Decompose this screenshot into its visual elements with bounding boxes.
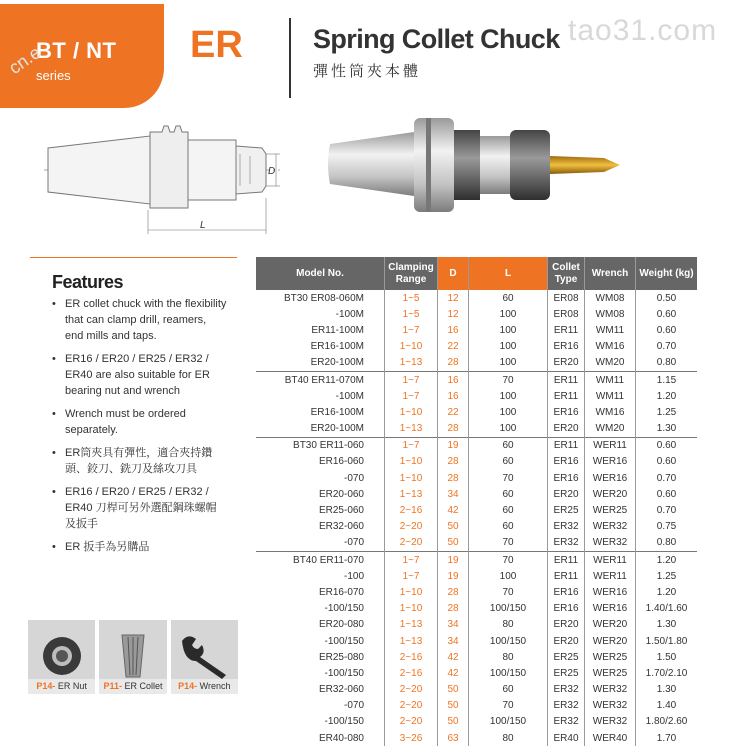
cell-wrench: WER20 [585, 633, 636, 649]
thumb-page: P14- [178, 681, 198, 691]
thumb-page: P14- [36, 681, 56, 691]
feature-item: • ER16 / ER20 / ER25 / ER32 / ER40 刀桿可另外選配鋼珠螺帽及扳手 [52, 484, 227, 532]
cell-collet: ER11 [548, 552, 585, 569]
cell-clamping: 1~7 [385, 371, 438, 388]
table-row [256, 486, 697, 502]
cell-clamping: 2~16 [385, 502, 438, 518]
cell-weight: 1.70/2.10 [645, 667, 688, 679]
cell-clamping: 2~20 [385, 714, 438, 730]
cell-weight: 1.80/2.60 [645, 716, 688, 728]
cell-collet: ER32 [548, 698, 585, 714]
cell-l: 60 [469, 454, 548, 470]
cell-model: -100M [256, 306, 385, 322]
cell-model: ER16-060 [256, 454, 385, 470]
table-row [256, 714, 697, 730]
table-row [256, 730, 697, 746]
product-code: ER [190, 24, 243, 66]
cell-collet: ER20 [548, 486, 585, 502]
cell-wrench: WM20 [585, 355, 636, 372]
features-heading: Features [52, 272, 124, 292]
feature-item: • ER筒夾具有彈性，適合夾持鑽頭、鉸刀、銑刀及絲攻刀具 [52, 445, 227, 477]
cell-wrench: WER20 [585, 617, 636, 633]
feature-item: • Wrench must be ordered separately. [52, 406, 227, 438]
cell-model: BT30 ER11-060 [256, 437, 385, 454]
thumb-label: ER Collet [124, 681, 163, 691]
cell-d: 12 [438, 306, 469, 322]
cell-wrench: WER16 [585, 454, 636, 470]
cell-wrench: WER11 [585, 437, 636, 454]
cell-collet: ER16 [548, 601, 585, 617]
cell-clamping: 1~7 [385, 552, 438, 569]
cell-collet: ER16 [548, 454, 585, 470]
cell-d: 28 [438, 454, 469, 470]
cell-model: ER25-080 [256, 649, 385, 665]
thumb-er-nut[interactable] [28, 620, 95, 694]
table-row [256, 584, 697, 600]
cell-model: BT30 ER08-060M [256, 290, 385, 306]
cell-weight: 1.15 [636, 371, 698, 388]
cell-clamping: 2~20 [385, 698, 438, 714]
cell-model: BT40 ER11-070 [256, 552, 385, 569]
cell-clamping: 1~10 [385, 404, 438, 420]
cell-clamping: 1~10 [385, 339, 438, 355]
cell-l: 60 [469, 486, 548, 502]
cell-l: 100 [469, 322, 548, 338]
cell-weight: 0.75 [656, 521, 677, 533]
cell-weight: 0.60 [636, 437, 698, 454]
cell-wrench: WM16 [585, 404, 636, 420]
feature-item: • ER16 / ER20 / ER25 / ER32 / ER40 are also suitable for ER bearing nut and wrench [52, 351, 227, 399]
cell-d: 50 [438, 714, 469, 730]
cell-collet: ER11 [548, 371, 585, 388]
header-weight: Weight (kg) [636, 257, 698, 290]
cell-l: 80 [469, 617, 548, 633]
cell-d: 42 [438, 649, 469, 665]
cell-l: 60 [469, 502, 548, 518]
cell-weight: 1.50 [656, 651, 677, 663]
cell-model: -100M [256, 388, 385, 404]
cell-l: 60 [469, 290, 548, 306]
cell-d: 34 [438, 486, 469, 502]
cell-model: ER32-060 [256, 519, 385, 535]
er-collet-icon [118, 631, 148, 681]
cell-clamping: 1~13 [385, 486, 438, 502]
cell-l: 60 [469, 519, 548, 535]
cell-model: -100/150 [256, 633, 385, 649]
cell-clamping: 1~13 [385, 421, 438, 438]
cell-d: 50 [438, 535, 469, 552]
cell-weight: 1.30 [656, 619, 677, 631]
cell-weight: 0.60 [656, 308, 677, 320]
cell-clamping: 1~13 [385, 617, 438, 633]
cell-model: ER25-060 [256, 502, 385, 518]
cell-wrench: WM20 [585, 421, 636, 438]
cell-weight: 1.20 [636, 552, 698, 569]
cell-weight: 1.30 [656, 684, 677, 696]
cell-collet: ER11 [548, 322, 585, 338]
wrench-icon [174, 631, 234, 681]
cell-collet: ER20 [548, 617, 585, 633]
features-list [52, 296, 227, 562]
cell-wrench: WM11 [585, 388, 636, 404]
header-clamping: Clamping Range [385, 257, 438, 290]
table-row [256, 649, 697, 665]
cell-wrench: WER25 [585, 502, 636, 518]
page-subtitle: 彈性筒夾本體 [313, 63, 422, 80]
cell-model: ER20-100M [256, 421, 385, 438]
cell-model: -070 [256, 698, 385, 714]
cell-d: 16 [438, 322, 469, 338]
table-row [256, 617, 697, 633]
cell-d: 22 [438, 404, 469, 420]
cell-collet: ER40 [548, 730, 585, 746]
table-row [256, 535, 697, 552]
cell-wrench: WER32 [585, 519, 636, 535]
table-header-row [256, 257, 697, 290]
cell-l: 80 [469, 649, 548, 665]
product-photo [322, 108, 632, 218]
cell-l: 80 [469, 730, 548, 746]
cell-l: 60 [469, 437, 548, 454]
cell-weight: 1.50/1.80 [645, 635, 688, 647]
cell-clamping: 2~20 [385, 535, 438, 552]
cell-weight: 1.70 [656, 732, 677, 744]
spec-table-body [256, 290, 697, 746]
cell-collet: ER16 [548, 339, 585, 355]
cell-model: -070 [256, 470, 385, 486]
series-label: series [36, 68, 71, 83]
cell-collet: ER11 [548, 388, 585, 404]
cell-l: 100 [469, 404, 548, 420]
cell-collet: ER11 [548, 568, 585, 584]
watermark: tao31.com [568, 14, 718, 47]
cell-model: ER16-100M [256, 339, 385, 355]
cell-clamping: 1~10 [385, 454, 438, 470]
cell-model: ER16-100M [256, 404, 385, 420]
cell-l: 70 [469, 371, 548, 388]
cell-collet: ER16 [548, 584, 585, 600]
cell-collet: ER11 [548, 437, 585, 454]
cell-d: 50 [438, 698, 469, 714]
cell-weight: 1.30 [656, 423, 677, 435]
table-row [256, 454, 697, 470]
cell-wrench: WER40 [585, 730, 636, 746]
table-row [256, 290, 697, 306]
cell-l: 100 [469, 568, 548, 584]
cell-wrench: WER32 [585, 714, 636, 730]
cell-model: -100/150 [256, 601, 385, 617]
table-row [256, 339, 697, 355]
cell-wrench: WM08 [585, 306, 636, 322]
cell-weight: 1.20 [656, 586, 677, 598]
cell-model: -100 [256, 568, 385, 584]
cell-clamping: 1~10 [385, 584, 438, 600]
cell-l: 70 [469, 470, 548, 486]
cell-clamping: 2~16 [385, 649, 438, 665]
cell-clamping: 1~7 [385, 437, 438, 454]
feature-item: • ER 扳手為另購品 [52, 539, 227, 555]
cell-d: 42 [438, 502, 469, 518]
cell-wrench: WER11 [585, 552, 636, 569]
cell-d: 19 [438, 552, 469, 569]
cell-model: ER32-060 [256, 682, 385, 698]
cell-d: 50 [438, 682, 469, 698]
cell-l: 100/150 [469, 714, 548, 730]
cell-d: 34 [438, 617, 469, 633]
cell-model: -070 [256, 535, 385, 552]
accessory-thumbnails [28, 620, 238, 694]
thumb-label: ER Nut [57, 681, 87, 691]
cell-clamping: 3~26 [385, 730, 438, 746]
cell-d: 16 [438, 371, 469, 388]
cell-l: 100/150 [469, 633, 548, 649]
header-l: L [469, 257, 548, 290]
cell-d: 63 [438, 730, 469, 746]
cell-model: ER20-080 [256, 617, 385, 633]
table-row [256, 682, 697, 698]
cell-wrench: WER25 [585, 649, 636, 665]
watermark-left: cn.e [5, 42, 45, 79]
cell-l: 100 [469, 306, 548, 322]
header-d: D [438, 257, 469, 290]
cell-weight: 0.60 [656, 324, 677, 336]
thumb-page: P11- [103, 681, 122, 691]
cell-d: 19 [438, 568, 469, 584]
thumb-label: Wrench [199, 681, 231, 691]
cell-wrench: WER11 [585, 568, 636, 584]
cell-weight: 0.70 [656, 505, 677, 517]
header-wrench: Wrench [585, 257, 636, 290]
table-row [256, 633, 697, 649]
cell-weight: 0.80 [656, 537, 677, 549]
cell-collet: ER08 [548, 306, 585, 322]
cell-model: ER11-100M [256, 322, 385, 338]
er-nut-icon [40, 634, 84, 678]
table-row [256, 519, 697, 535]
cell-weight: 0.70 [656, 341, 677, 353]
cell-collet: ER20 [548, 421, 585, 438]
cell-d: 28 [438, 584, 469, 600]
cell-clamping: 1~13 [385, 355, 438, 372]
cell-d: 19 [438, 437, 469, 454]
cell-model: ER20-060 [256, 486, 385, 502]
cell-wrench: WER16 [585, 601, 636, 617]
cell-collet: ER25 [548, 665, 585, 681]
thumb-er-collet[interactable] [99, 620, 166, 694]
cell-collet: ER25 [548, 649, 585, 665]
cell-d: 50 [438, 519, 469, 535]
cell-clamping: 1~13 [385, 633, 438, 649]
cell-wrench: WER16 [585, 470, 636, 486]
cell-weight: 1.40 [656, 700, 677, 712]
cell-l: 70 [469, 698, 548, 714]
cell-d: 28 [438, 421, 469, 438]
table-row [256, 322, 697, 338]
cell-weight: 1.25 [656, 570, 677, 582]
table-row [256, 404, 697, 420]
cell-weight: 0.60 [656, 456, 677, 468]
cell-wrench: WM11 [585, 322, 636, 338]
cell-wrench: WM16 [585, 339, 636, 355]
table-row [256, 371, 697, 388]
table-row [256, 421, 697, 438]
cell-d: 22 [438, 339, 469, 355]
technical-drawing [40, 118, 290, 240]
cell-d: 28 [438, 470, 469, 486]
page-title: Spring Collet Chuck [313, 24, 560, 54]
cell-d: 12 [438, 290, 469, 306]
cell-l: 70 [469, 584, 548, 600]
cell-l: 70 [469, 552, 548, 569]
table-row [256, 355, 697, 372]
feature-item: • ER collet chuck with the flexibility that can clamp drill, reamers, end mills and taps. [52, 296, 227, 344]
cell-model: ER16-070 [256, 584, 385, 600]
cell-model: -100/150 [256, 714, 385, 730]
cell-weight: 1.20 [656, 390, 677, 402]
cell-model: ER20-100M [256, 355, 385, 372]
cell-wrench: WER25 [585, 665, 636, 681]
series-name: BT / NT [36, 38, 117, 63]
table-row [256, 568, 697, 584]
cell-wrench: WER32 [585, 535, 636, 552]
cell-weight: 0.60 [656, 488, 677, 500]
cell-collet: ER32 [548, 535, 585, 552]
table-row [256, 665, 697, 681]
thumb-wrench[interactable] [171, 620, 238, 694]
cell-wrench: WER32 [585, 698, 636, 714]
cell-wrench: WER16 [585, 584, 636, 600]
cell-l: 100/150 [469, 601, 548, 617]
spec-table [256, 257, 697, 746]
cell-clamping: 1~7 [385, 388, 438, 404]
cell-clamping: 1~5 [385, 306, 438, 322]
cell-wrench: WM11 [585, 371, 636, 388]
cell-model: BT40 ER11-070M [256, 371, 385, 388]
cell-wrench: WM08 [585, 290, 636, 306]
cell-collet: ER32 [548, 714, 585, 730]
cell-l: 60 [469, 682, 548, 698]
cell-weight: 1.40/1.60 [645, 603, 688, 615]
cell-collet: ER32 [548, 519, 585, 535]
cell-clamping: 1~5 [385, 290, 438, 306]
table-row [256, 698, 697, 714]
cell-clamping: 2~20 [385, 682, 438, 698]
features-rule [30, 257, 237, 258]
dimension-d-label: D [268, 166, 276, 177]
title-divider [289, 18, 291, 98]
table-row [256, 601, 697, 617]
cell-clamping: 1~10 [385, 470, 438, 486]
cell-l: 100 [469, 421, 548, 438]
cell-model: -100/150 [256, 665, 385, 681]
cell-d: 34 [438, 633, 469, 649]
header-collet: Collet Type [548, 257, 585, 290]
cell-clamping: 1~7 [385, 568, 438, 584]
table-row [256, 552, 697, 569]
cell-weight: 0.70 [656, 472, 677, 484]
cell-wrench: WER32 [585, 682, 636, 698]
cell-d: 28 [438, 601, 469, 617]
header-model: Model No. [256, 257, 385, 290]
cell-l: 100 [469, 355, 548, 372]
cell-collet: ER25 [548, 502, 585, 518]
cell-weight: 1.25 [656, 406, 677, 418]
cell-clamping: 1~10 [385, 601, 438, 617]
cell-d: 28 [438, 355, 469, 372]
cell-collet: ER20 [548, 633, 585, 649]
cell-model: ER40-080 [256, 730, 385, 746]
cell-collet: ER16 [548, 470, 585, 486]
cell-d: 42 [438, 665, 469, 681]
table-row [256, 437, 697, 454]
table-row [256, 470, 697, 486]
cell-collet: ER16 [548, 404, 585, 420]
cell-collet: ER32 [548, 682, 585, 698]
cell-weight: 0.50 [656, 292, 677, 304]
dimension-l-label: L [200, 220, 206, 231]
cell-l: 100 [469, 388, 548, 404]
cell-wrench: WER20 [585, 486, 636, 502]
table-row [256, 388, 697, 404]
table-row [256, 306, 697, 322]
cell-clamping: 2~20 [385, 519, 438, 535]
cell-l: 100/150 [469, 665, 548, 681]
cell-collet: ER08 [548, 290, 585, 306]
cell-d: 16 [438, 388, 469, 404]
cell-collet: ER20 [548, 355, 585, 372]
cell-clamping: 1~7 [385, 322, 438, 338]
cell-l: 70 [469, 535, 548, 552]
cell-l: 100 [469, 339, 548, 355]
table-row [256, 502, 697, 518]
cell-clamping: 2~16 [385, 665, 438, 681]
cell-weight: 0.80 [656, 357, 677, 369]
